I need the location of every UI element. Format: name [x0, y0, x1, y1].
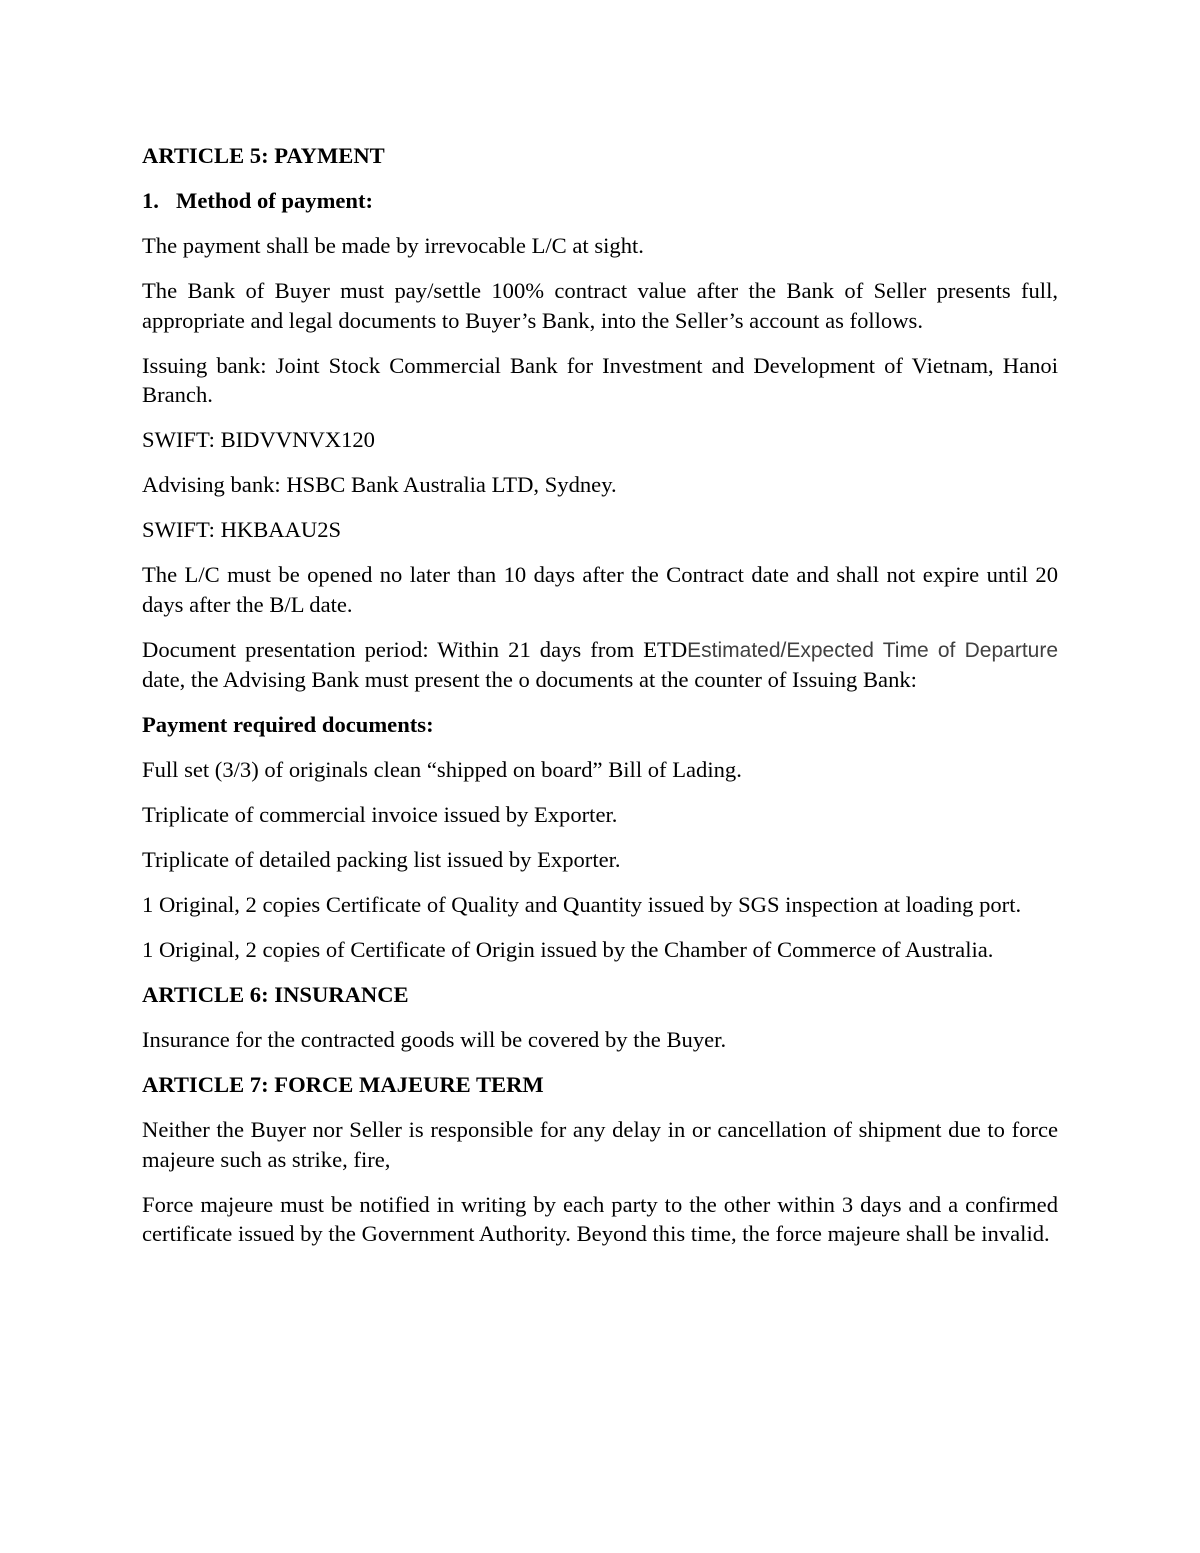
required-documents-heading: Payment required documents: — [142, 712, 434, 737]
required-document-origin-certificate: 1 Original, 2 copies of Certificate of Origin issued by the Chamber of Commerce of Australia. — [142, 937, 994, 962]
article-6-heading: ARTICLE 6: INSURANCE — [142, 982, 409, 1007]
document-period-paragraph — [142, 635, 1058, 695]
article-7-heading: ARTICLE 7: FORCE MAJEURE TERM — [142, 1072, 544, 1097]
required-document-bill-of-lading: Full set (3/3) of originals clean “shipped on board” Bill of Lading. — [142, 757, 742, 782]
issuing-swift-paragraph: SWIFT: BIDVVNVX120 — [142, 427, 375, 452]
lc-opening-paragraph: The L/C must be opened no later than 10 days after the Contract date and shall not expire until 20 days after the B/L date. — [142, 562, 1058, 617]
required-document-quality-certificate: 1 Original, 2 copies Certificate of Quality and Quantity issued by SGS inspection at loading port. — [142, 892, 1022, 917]
article-5-heading: ARTICLE 5: PAYMENT — [142, 143, 385, 168]
bank-settlement-paragraph: The Bank of Buyer must pay/settle 100% contract value after the Bank of Seller presents full, appropriate and legal documents to Buyer’s Bank, into the Seller’s account as follows. — [142, 278, 1058, 333]
method-of-payment-label: Method of payment: — [176, 188, 374, 213]
issuing-bank-paragraph: Issuing bank: Joint Stock Commercial Bank for Investment and Development of Vietnam, Hanoi Branch. — [142, 352, 1058, 407]
advising-bank-paragraph: Advising bank: HSBC Bank Australia LTD, Sydney. — [142, 472, 617, 497]
required-document-invoice: Triplicate of commercial invoice issued by Exporter. — [142, 802, 618, 827]
document-period-text-c: date, the Advising Bank must present the o documents at the counter of Issuing Bank: — [142, 667, 917, 692]
force-majeure-paragraph-2: Force majeure must be notified in writing by each party to the other within 3 days and a confirmed certificate issued by the Government Authority. Beyond this time, the force majeure shall be invalid. — [142, 1191, 1058, 1246]
document-period-text-a: Document presentation period: Within 21 days from ETD — [142, 636, 688, 662]
etd-definition-text: Estimated/Expected Time of Departure — [687, 638, 1059, 662]
advising-swift-paragraph: SWIFT: HKBAAU2S — [142, 517, 342, 542]
document-page — [142, 141, 1058, 1264]
required-document-packing-list: Triplicate of detailed packing list issued by Exporter. — [142, 847, 621, 872]
payment-method-paragraph: The payment shall be made by irrevocable L/C at sight. — [142, 233, 644, 258]
insurance-paragraph: Insurance for the contracted goods will be covered by the Buyer. — [142, 1027, 727, 1052]
method-of-payment-item — [142, 186, 1058, 216]
force-majeure-paragraph-1: Neither the Buyer nor Seller is responsible for any delay in or cancellation of shipment due to force majeure such as strike, fire, — [142, 1117, 1058, 1172]
list-number: 1. — [142, 188, 159, 213]
